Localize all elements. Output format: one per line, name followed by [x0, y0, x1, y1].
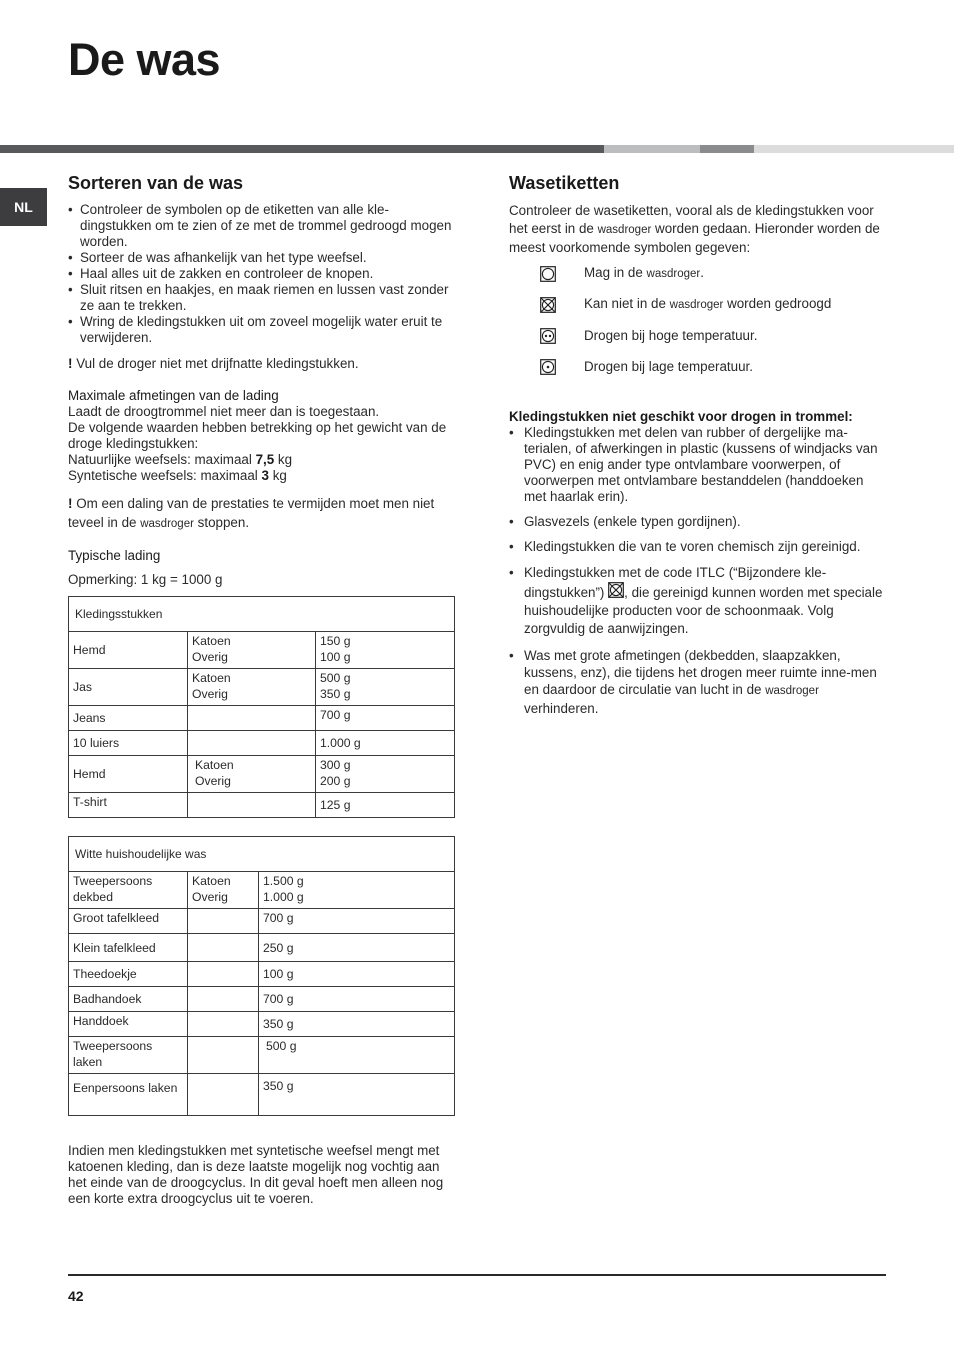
table-cell-type [188, 934, 259, 962]
symbol-list [509, 258, 886, 382]
labels-intro: Controleer de wasetiketten, vooral als de kledingstukken voor het eerst in de wasdroger worden gedaan. Hieronder worden de meest voorkomende symbolen gegeven: [509, 203, 880, 255]
table-cell-weight: 150 g 100 g [316, 632, 455, 669]
synthetic-max-value: 3 [261, 468, 269, 483]
warning-wet-laundry [68, 356, 454, 372]
table-cell-weight: 125 g [316, 793, 455, 818]
table-cell-type [188, 731, 316, 756]
table-cell-item: Eenpersoons laken [69, 1074, 188, 1116]
list-item: • Sluit ritsen en haakjes, en maak riemen en lussen vast zonder ze aan te trekken. [68, 282, 454, 314]
table-cell-item: Theedoekje [69, 962, 188, 987]
page-number: 42 [68, 1288, 84, 1304]
right-column [509, 175, 886, 726]
table-cell-weight: 500 g [259, 1037, 455, 1074]
natural-max-value: 7,5 [255, 452, 275, 467]
table-cell-weight: 300 g 200 g [316, 756, 455, 793]
table-header: Witte huishoudelijke was [69, 837, 455, 872]
table-cell-weight: 350 g [259, 1074, 455, 1116]
typical-load-heading: Typische lading [68, 548, 161, 563]
table-cell-weight: 700 g [259, 987, 455, 1012]
table-cell-item: Hemd [69, 756, 188, 793]
do-not-tumble-dry-icon [540, 297, 556, 313]
table-cell-type: Katoen Overig [188, 632, 316, 669]
list-item: • Kledingstukken met de code ITLC (“Bijzondere kle-dingstukken”) , die gereinigd kunnen worden met speciale huishoudelijke producten voor de schoonmaak. Volg zorgvuldig de aanwijzingen. [509, 564, 886, 638]
warning-mark: ! [68, 496, 73, 511]
table-cell-item: Tweepersoons laken [69, 1037, 188, 1074]
table-cell-item: Klein tafelkleed [69, 934, 188, 962]
do-not-tumble-dry-icon [608, 582, 624, 598]
table-cell-item: Badhandoek [69, 987, 188, 1012]
table-cell-type: Katoen Overig [188, 756, 316, 793]
left-column [68, 175, 454, 1207]
unsuitable-list [509, 425, 886, 717]
header-bar-mid [700, 145, 754, 153]
max-load-line: De volgende waarden hebben betrekking op het gewicht van de droge kledingstukken: [68, 420, 447, 451]
list-item: • Sorteer de was afhankelijk van het type weefsel. [68, 250, 454, 266]
symbol-text: Drogen bij lage temperatuur. [584, 358, 753, 374]
page-title: De was [68, 34, 221, 85]
symbol-text: Kan niet in de wasdroger worden gedroogd [584, 296, 832, 311]
table-cell-type [188, 1037, 259, 1074]
tumble-dry-allowed-icon [540, 266, 556, 282]
footer-rule [68, 1274, 886, 1276]
tumble-dry-low-icon [540, 359, 556, 375]
table-cell-item: Handdoek [69, 1012, 188, 1037]
table-cell-item: Hemd [69, 632, 188, 669]
table-cell-type [188, 962, 259, 987]
table-cell-item: Tweepersoons dekbed [69, 872, 188, 909]
sorting-heading: Sorteren van de was [68, 173, 244, 193]
table-cell-item: Groot tafelkleed [69, 909, 188, 934]
list-item: • Glasvezels (enkele typen gordijnen). [509, 514, 886, 530]
table-cell-type [188, 909, 259, 934]
max-load-line: Laadt de droogtrommel niet meer dan is toegestaan. [68, 404, 380, 419]
table-cell-weight: 250 g [259, 934, 455, 962]
table-cell-type: Katoen Overig [188, 872, 259, 909]
header-bar-dark [0, 145, 604, 153]
table-cell-type [188, 706, 316, 731]
unit-note: Opmerking: 1 kg = 1000 g [68, 572, 223, 587]
table-cell-weight: 500 g 350 g [316, 669, 455, 706]
clothing-load-table [68, 596, 455, 818]
table-cell-weight: 1.000 g [316, 731, 455, 756]
tumble-dry-high-icon [540, 328, 556, 344]
list-item: • Kledingstukken die van te voren chemisch zijn gereinigd. [509, 539, 886, 555]
table-cell-item: T-shirt [69, 793, 188, 818]
household-load-table [68, 836, 455, 1116]
labels-heading: Wasetiketten [509, 173, 620, 193]
language-tab: NL [0, 188, 47, 226]
header-bar-pale [754, 145, 954, 153]
table-cell-weight: 100 g [259, 962, 455, 987]
table-cell-weight: 700 g [316, 706, 455, 731]
table-cell-type: Katoen Overig [188, 669, 316, 706]
warning-mark: ! [68, 356, 73, 371]
table-cell-item: 10 luiers [69, 731, 188, 756]
mixed-fabrics-note: Indien men kledingstukken met syntetische weefsel mengt met katoenen kleding, dan is deze laatste mogelijk nog vochtig aan het einde van de droogcyclus. In dit geval hoeft men alleen nog een korte extra droogcyclus uit te voeren. [68, 1143, 444, 1206]
synthetic-fabrics-max: Syntetische weefsels: maximaal 3 kg [68, 468, 287, 483]
symbol-text: Drogen bij hoge temperatuur. [584, 327, 758, 343]
symbol-row [509, 289, 886, 320]
list-item: • Controleer de symbolen op de etiketten van alle kle-dingstukken om te zien of ze met de trommel gedroogd mogen worden. [68, 202, 454, 250]
max-load-heading: Maximale afmetingen van de lading [68, 388, 279, 403]
symbol-row [509, 351, 886, 382]
table-cell-type [188, 1074, 259, 1116]
list-item: • Haal alles uit de zakken en controleer de knopen. [68, 266, 454, 282]
warning-text: Vul de droger niet met drijfnatte kledingstukken. [76, 356, 359, 371]
natural-fabrics-max: Natuurlijke weefsels: maximaal 7,5 kg [68, 452, 293, 467]
header-bar-light [604, 145, 700, 153]
warning-overload: ! Om een daling van de prestaties te vermijden moet men niet teveel in de wasdroger stoppen. [68, 496, 435, 530]
table-cell-weight: 350 g [259, 1012, 455, 1037]
table-header: Kledingsstukken [69, 597, 455, 632]
table-cell-type [188, 793, 316, 818]
table-cell-item: Jeans [69, 706, 188, 731]
symbol-row [509, 258, 886, 289]
list-item: • Kledingstukken met delen van rubber of dergelijke ma-terialen, of afwerkingen in plastic (kussens of windjacks van PVC) en enig ander type ontvlambare voorwerpen, of voorwerpen met ontvlambare bestanddelen (handdoeken met haarlak erin). [509, 425, 886, 505]
table-cell-weight: 1.500 g 1.000 g [259, 872, 455, 909]
symbol-row [509, 320, 886, 351]
list-item: • Wring de kledingstukken uit om zoveel mogelijk water eruit te verwijderen. [68, 314, 454, 346]
table-cell-weight: 700 g [259, 909, 455, 934]
unsuitable-heading: Kledingstukken niet geschikt voor drogen in trommel: [509, 409, 853, 424]
sorting-list [68, 202, 454, 346]
symbol-text: Mag in de wasdroger. [584, 265, 704, 280]
table-cell-type [188, 1012, 259, 1037]
table-cell-type [188, 987, 259, 1012]
table-cell-item: Jas [69, 669, 188, 706]
list-item: • Was met grote afmetingen (dekbedden, slaapzakken, kussens, enz), die tijdens het drogen meer ruimte inne-men en daardoor de circulatie van lucht in de wasdroger verhinderen. [509, 647, 886, 717]
